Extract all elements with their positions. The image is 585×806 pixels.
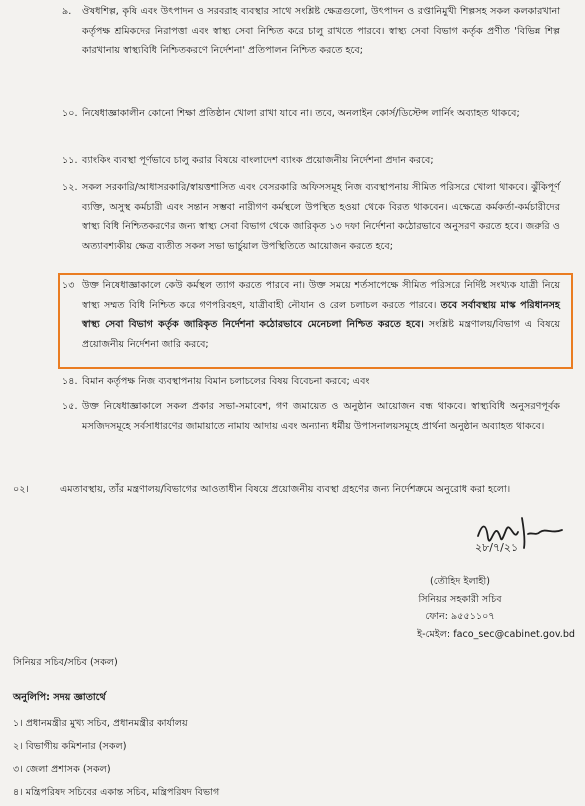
copy-recipient: ৩। জেলা প্রশাসক (সকল) (13, 764, 111, 775)
clause-number: ১০. (62, 108, 78, 119)
clause-text: বিমান কর্তৃপক্ষ নিজ ব্যবস্থাপনায় বিমান চলাচলের বিষয় বিবেচনা করবে; এবং (82, 376, 370, 387)
clause-text: সকল সরকারি/আধাসরকারি/স্বায়ত্তশাসিত এবং বেসরকারি অফিসসমূহ নিজ ব্যবস্থাপনায় সীমিত পরিসরে খোলা থাকবে। ঝুঁকিপূর্ণ ব্যক্তি, অসুস্থ কর্মচারী এবং সন্তান সম্ভবা নারীগণ কর্মস্থলে উপস্থিত হওয়া থেকে বিরত থাকবেন। এক্ষেত্রে কর্মকর্তা-কর্মচারীদের স্বাস্থ্য বিধি নিশ্চিতকরণের জন্য স্বাস্থ্য সেবা বিভাগ থেকে জারিকৃত ১৩ দফা নির্দেশনা কঠোরভাবে অনুসরণ করতে হবে। জরুরি ও অত্যাবশ্যকীয় ক্ষেত্র ব্যতীত সকল সভা ভার্চুয়াল উপস্থিতিতে আয়োজন করতে হবে; (82, 182, 560, 252)
clause-text: উক্ত নিষেধাজ্ঞাকালে সকল প্রকার সভা-সমাবেশ, গণ জমায়েত ও অনুষ্ঠান আয়োজন বন্ধ থাকবে। স্বাস্থ্যবিধি অনুসরণপূর্বক মসজিদসমূহে সর্বসাধারণের জামায়াতে নামায আদায় এবং অন্যান্য ধর্মীয় উপাসনালয়সমূহে প্রার্থনা অনুষ্ঠান অব্যাহত থাকবে। (82, 401, 560, 432)
signatory-phone: ফোন: ৯৫৫১১০৭ (425, 611, 495, 622)
signatory-email: ই-মেইল: faco_sec@cabinet.gov.bd (417, 629, 575, 640)
clause-text: ঔষধশিল্প, কৃষি এবং উৎপাদন ও সরবরাহ ব্যবস্থার সাথে সংশ্লিষ্ট ক্ষেত্রগুলো, উৎপাদন ও রপ্তানিমুখী শিল্পসহ সকল কলকারখানা কর্তৃপক্ষ শ্রমিকদের নিরাপত্তা এবং স্বাস্থ্য সেবা নিশ্চিত করে চালু রাখতে পারবে। স্বাস্থ্য সেবা বিভাগ কর্তৃক প্রণীত 'বিভিন্ন শিল্প কারখানায় স্বাস্থ্যবিধি নিশ্চিতকরণে নির্দেশনা' প্রতিপালন নিশ্চিত করতে হবে; (82, 6, 560, 56)
clause-bold-text: তবে সর্বাবস্থায় মাস্ক পরিধানসহ স্বাস্থ্য সেবা বিভাগ কর্তৃক জারিকৃত নির্দেশনা কঠোরভাবে মেনেচলা নিশ্চিত করতে হবে। (82, 299, 560, 330)
clause-text: নিষেধাজ্ঞাকালীন কোনো শিক্ষা প্রতিষ্ঠান খোলা রাখা যাবে না। তবে, অনলাইন কোর্স/ডিস্টেন্স লার্নিং অব্যাহত থাকবে; (82, 108, 520, 119)
signatory-designation: সিনিয়র সহকারী সচিব (418, 594, 502, 605)
clause-text-part: সংশ্লিষ্ট মন্ত্রণালয়/বিভাগ এ বিষয়ে প্রয়োজনীয় নির্দেশনা জারি করবে; (82, 319, 560, 350)
clause-number: ১৪. (62, 376, 78, 387)
signature-date: ২৮/৭/২১ (475, 541, 519, 554)
clause-number: ১৩ (62, 280, 75, 291)
clause-text-part: উক্ত নিষেধাজ্ঞাকালে কেউ কর্মস্থল ত্যাগ করতে পারবে না। উক্ত সময়ে শর্তসাপেক্ষে সীমিত পরিসরে নির্দিষ্ট সংখ্যক যাত্রী নিয়ে স্বাস্থ্য সম্মত বিধি নিশ্চিত করে গণপরিবহণ, যাত্রীবাহী নৌযান ও রেল চলাচল করতে পারবে। (82, 280, 560, 311)
copy-recipient: ১। প্রধানমন্ত্রীর মুখ্য সচিব, প্রধানমন্ত্রীর কার্যালয় (13, 718, 188, 729)
clause-number: ১১. (62, 155, 78, 166)
clause-text (82, 276, 560, 354)
copies-heading: অনুলিপি: সদয় জ্ঞাতার্থে (13, 692, 106, 703)
copy-recipient: ৪। মন্ত্রিপরিষদ সচিবের একান্ত সচিব, মন্ত্রিপরিষদ বিভাগ (13, 787, 220, 798)
copy-recipient: ২। বিভাগীয় কমিশনার (সকল) (13, 741, 127, 752)
signatory-name: (তৌহিদ ইলাহী) (430, 576, 490, 587)
clause-number: ১২. (62, 182, 78, 193)
paragraph-number: ০২। (13, 484, 29, 495)
paragraph-text: এমতাবস্থায়, তাঁর মন্ত্রণালয়/বিভাগের আওতাধীন বিষয়ে প্রয়োজনীয় ব্যবস্থা গ্রহণের জন্য নির্দেশক্রমে অনুরোধ করা হলো। (60, 484, 511, 495)
clause-number: ৯. (62, 6, 72, 17)
clause-number: ১৫. (62, 401, 78, 412)
clause-text: ব্যাংকিং ব্যবস্থা পূর্ণভাবে চালু করার বিষয়ে বাংলাদেশ ব্যাংক প্রয়োজনীয় নির্দেশনা প্রদান করবে; (82, 155, 434, 166)
addressee: সিনিয়র সচিব/সচিব (সকল) (13, 657, 118, 668)
